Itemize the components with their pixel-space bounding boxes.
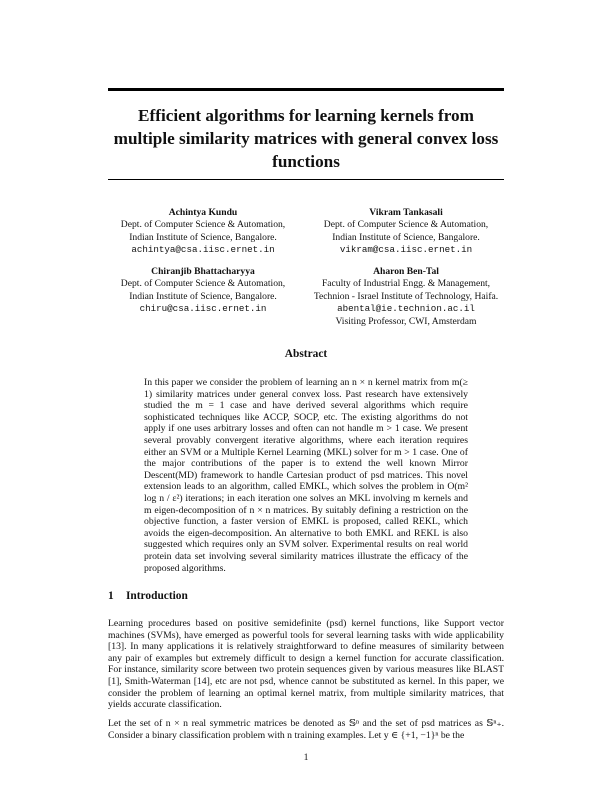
author-affiliation: Technion - Israel Institute of Technology, Haifa. [313,290,499,302]
section-title: Introduction [126,590,188,602]
author-email: chiru@csa.iisc.ernet.in [139,303,267,315]
body-paragraph: Let the set of n × n real symmetric matrices be denoted as 𝕊ⁿ and the set of psd matrices as 𝕊ⁿ₊. Consider a binary classification problem with n training examples. Let y ∈ {+1, −1}ⁿ be the [108,718,504,741]
author-name: Aharon Ben-Tal [373,266,439,277]
author-block [306,266,506,328]
author-affiliation: Indian Institute of Science, Bangalore. [332,231,480,243]
section-number: 1 [108,590,114,602]
author-affiliation: Dept. of Computer Science & Automation, [323,219,489,231]
author-affiliation: Dept. of Computer Science & Automation, [120,219,286,231]
title-bottom-rule [108,179,504,180]
page-number: 1 [303,752,309,763]
author-name: Chiranjib Bhattacharyya [151,266,255,277]
author-email: achintya@csa.iisc.ernet.in [131,244,275,256]
abstract-heading: Abstract [284,348,328,360]
paper-title: Efficient algorithms for learning kernels from multiple similarity matrices with general convex loss functions [113,106,499,171]
title-top-rule [108,88,504,91]
author-name: Achintya Kundu [168,207,238,218]
author-block [103,266,303,316]
author-affiliation: Indian Institute of Science, Bangalore. [129,231,277,243]
author-name: Vikram Tankasali [369,207,443,218]
author-affiliation: Indian Institute of Science, Bangalore. [129,290,277,302]
abstract-text: In this paper we consider the problem of learning an n × n kernel matrix from m(≥ 1) similarity matrices under general convex loss. Past research have extensively studied the m = 1 case and have derived several algorithms which require sophisticated techniques like ACCP, SOCP, etc. The existing algorithms do not apply if one uses arbitrary losses and often can not handle m > 1 case. We present several provably convergent iterative algorithms, where each iteration requires either an SVM or a Multiple Kernel Learning (MKL) solver for m > 1 case. One of the major contributions of the paper is to extend the well known Mirror Descent(MD) framework to handle Cartesian product of psd matrices. This novel extension leads to an algorithm, called EMKL, which solves the problem in O(m² log n / ε²) iterations; in each iteration one solves an MKL involving m kernels and m eigen-decomposition of n × n matrices. By suitably defining a restriction on the objective function, a faster version of EMKL is proposed, called REKL, which avoids the eigen-decomposition. An alternative to both EMKL and REKL is also suggested which requires only an SVM solver. Experimental results on real world protein data set involving several similarity matrices illustrate the efficacy of the proposed algorithms. [144,377,468,574]
author-email: vikram@csa.iisc.ernet.in [339,244,473,256]
author-block [306,207,506,257]
author-email: abental@ie.technion.ac.il [337,303,475,315]
author-block [103,207,303,257]
section-heading [108,590,504,602]
body-paragraph: Learning procedures based on positive semidefinite (psd) kernel functions, like Support vector machines (SVMs), have emerged as powerful tools for several learning tasks with wide applicability [13]. In many applications it is relatively straightforward to define measures of similarity between any pair of examples but extremely difficult to design a kernel function for accurate classification. For instance, similarity score between two protein sequences given by various measures like BLAST [1], Smith-Waterman [14], etc are not psd, whence cannot be substituted as kernel. In this paper, we consider the problem of learning an optimal kernel matrix, from multiple similarity matrices, that yields accurate classification. [108,618,504,711]
author-note: Visiting Professor, CWI, Amsterdam [335,315,477,327]
author-affiliation: Dept. of Computer Science & Automation, [120,278,286,290]
author-affiliation: Faculty of Industrial Engg. & Management, [321,278,491,290]
